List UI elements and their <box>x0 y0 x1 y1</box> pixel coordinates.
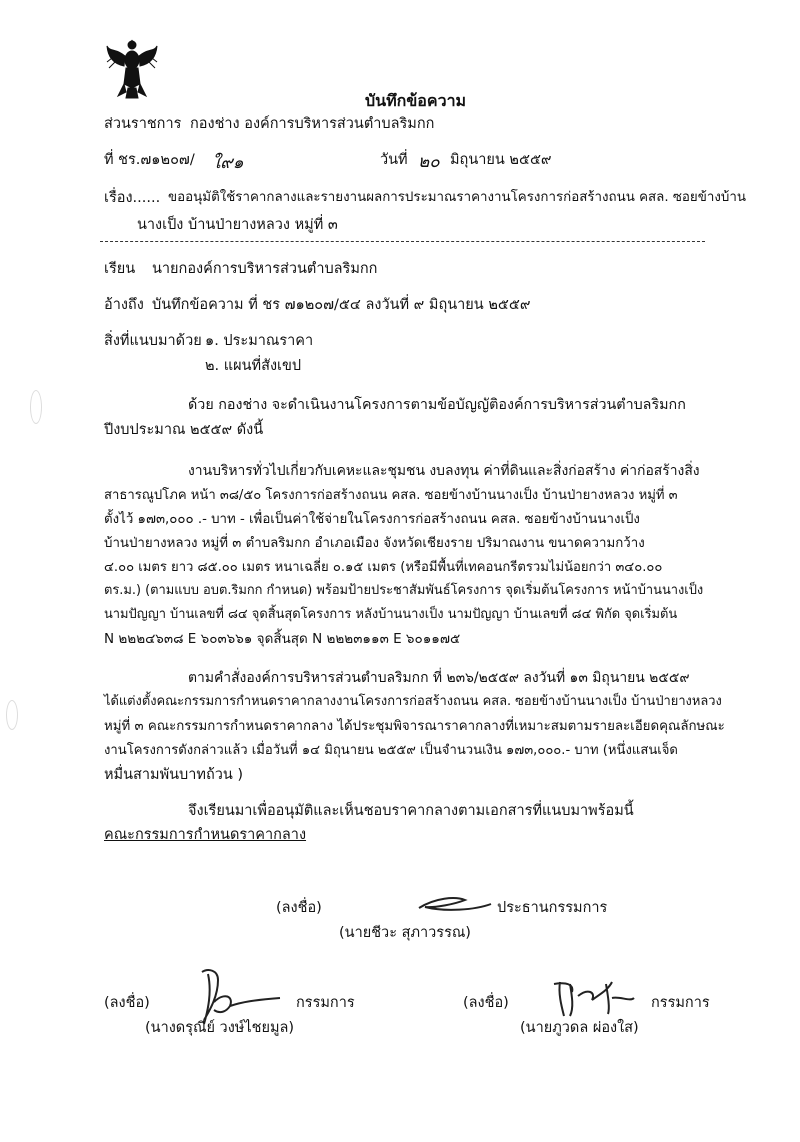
chair-signature-icon <box>415 890 495 916</box>
reference-label: อ้างถึง <box>104 297 144 313</box>
paragraph-line: ตามคำสั่งองค์การบริหารส่วนตำบลริมกก ที่ ๒๓๖/๒๕๕๙ ลงวันที่ ๑๓ มิถุนายน ๒๕๕๙ <box>188 670 690 686</box>
chair-name: (นายชีวะ สุภาวรรณ) <box>339 925 471 941</box>
paragraph-line: งานโครงการดังกล่าวแล้ว เมื่อวันที่ ๑๔ มิถุนายน ๒๕๕๙ เป็นจำนวนเงิน ๑๗๓,๐๐๐.- บาท (หนึ่งแสนเจ็ด <box>104 743 678 758</box>
to-label: เรียน <box>104 261 136 277</box>
paragraph-line: ๔.๐๐ เมตร ยาว ๘๕.๐๐ เมตร หนาเฉลี่ย ๐.๑๕ เมตร (หรือมีพื้นที่เทคอนกรีตรวมไม่น้อยกว่า ๓๔๐.๐๐ <box>104 560 663 575</box>
paragraph-line: ตั้งไว้ ๑๗๓,๐๐๐ .- บาท - เพื่อเป็นค่าใช้จ่ายในโครงการก่อสร้างถนน คสล. ซอยข้างบ้านนางเป็ง <box>104 512 640 527</box>
member2-signature-icon <box>548 974 638 1020</box>
paragraph-line: ตร.ม.) (ตามแบบ อบต.ริมกก กำหนด) พร้อมป้ายประชาสัมพันธ์โครงการ จุดเริ่มต้นโครงการ หน้าบ้านนางเป็ง <box>104 583 704 598</box>
member1-signature-icon <box>184 962 284 1028</box>
reference-value: บันทึกข้อความ ที่ ชร ๗๑๒๐๗/๕๔ ลงวันที่ ๙ มิถุนายน ๒๕๕๙ <box>152 297 531 313</box>
committee-heading: คณะกรรมการกำหนดราคากลาง <box>104 827 307 843</box>
document-title: บันทึกข้อความ <box>365 91 467 110</box>
ref-number-label: ที่ ชร.๗๑๒๐๗/ <box>104 152 195 168</box>
garuda-emblem-icon <box>104 38 160 100</box>
divider <box>100 241 705 242</box>
paragraph-line: ด้วย กองช่าง จะดำเนินงานโครงการตามข้อบัญญัติองค์การบริหารส่วนตำบลริมกก <box>188 397 686 413</box>
attachments-label: สิ่งที่แนบมาด้วย <box>104 333 202 349</box>
date-day-handwritten: ๒๐ <box>418 152 440 172</box>
member1-role: กรรมการ <box>296 995 355 1011</box>
paragraph-line: หมื่นสามพันบาทถ้วน ) <box>104 767 244 783</box>
agency-value: กองช่าง องค์การบริหารส่วนตำบลริมกก <box>190 116 435 132</box>
attachment-item: ๒. แผนที่สังเขป <box>205 358 302 374</box>
to-value: นายกองค์การบริหารส่วนตำบลริมกก <box>152 261 378 277</box>
paragraph-line: สาธารณูปโภค หน้า ๓๘/๕๐ โครงการก่อสร้างถนน คสล. ซอยข้างบ้านนางเป็ง บ้านป่ายางหลวง หมู่ที่ ๓ <box>104 488 678 503</box>
paragraph-line: งานบริหารทั่วไปเกี่ยวกับเคหะและชุมชน งบลงทุน ค่าที่ดินและสิ่งก่อสร้าง ค่าก่อสร้างสิ่ง <box>188 463 700 479</box>
closing-line: จึงเรียนมาเพื่ออนุมัติและเห็นชอบราคากลางตามเอกสารที่แนบมาพร้อมนี้ <box>188 803 634 819</box>
ref-number-handwritten: ใ๙๑ <box>212 153 244 173</box>
paragraph-line: ได้แต่งตั้งคณะกรรมการกำหนดราคากลางงานโครงการก่อสร้างถนน คสล. ซอยข้างบ้านนางเป็ง บ้านป่ายางหลวง <box>104 694 722 709</box>
member2-role: กรรมการ <box>651 995 710 1011</box>
sign-label: (ลงชื่อ) <box>463 995 509 1011</box>
subject-line: นางเป็ง บ้านป่ายางหลวง หมู่ที่ ๓ <box>137 217 338 233</box>
paragraph-line: ปีงบประมาณ ๒๕๕๙ ดังนี้ <box>104 422 264 438</box>
attachment-item: ๑. ประมาณราคา <box>205 333 314 349</box>
date-label: วันที่ <box>380 152 408 168</box>
paragraph-line: N ๒๒๒๔๖๓๘ E ๖๐๓๖๖๑ จุดสิ้นสุด N ๒๒๒๓๑๑๓ E ๖๐๑๑๗๕ <box>104 631 461 647</box>
paragraph-line: นามปัญญา บ้านเลขที่ ๘๔ จุดสิ้นสุดโครงการ หลังบ้านนางเป็ง นามปัญญา บ้านเลขที่ ๘๔ พิกัด จุดเริ่มต้น <box>104 607 678 622</box>
date-month-year: มิถุนายน ๒๕๕๙ <box>450 152 552 168</box>
subject-line: ขออนุมัติใช้ราคากลางและรายงานผลการประมาณราคางานโครงการก่อสร้างถนน คสล. ซอยข้างบ้าน <box>168 190 746 205</box>
scan-mark <box>30 390 42 424</box>
sign-label: (ลงชื่อ) <box>276 900 322 916</box>
subject-label: เรื่อง...... <box>104 190 161 206</box>
paragraph-line: หมู่ที่ ๓ คณะกรรมการกำหนดราคากลาง ได้ประชุมพิจารณาราคากลางที่เหมาะสมตามรายละเอียดคุณลักษณะ <box>104 719 725 734</box>
paragraph-line: บ้านป่ายางหลวง หมู่ที่ ๓ ตำบลริมกก อำเภอเมือง จังหวัดเชียงราย ปริมาณงาน ขนาดความกว้าง <box>104 536 645 551</box>
scan-mark <box>6 700 18 730</box>
chair-role: ประธานกรรมการ <box>497 900 608 916</box>
member2-name: (นายภูวดล ผ่องใส) <box>520 1020 639 1036</box>
agency-label: ส่วนราชการ <box>104 116 182 132</box>
member1-name: (นางดรุณีย์ วงษ์ไชยมูล) <box>145 1020 295 1036</box>
sign-label: (ลงชื่อ) <box>104 995 150 1011</box>
